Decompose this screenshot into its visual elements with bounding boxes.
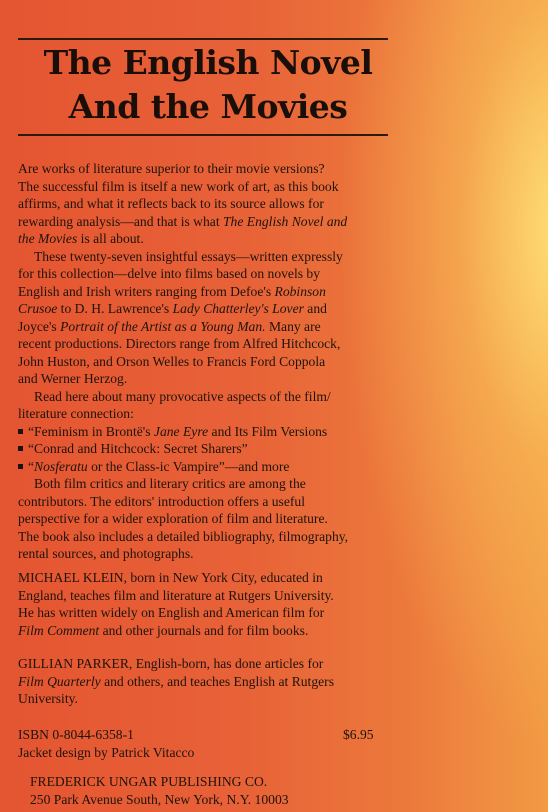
- bio-line: MICHAEL KLEIN, born in New York City, educated in: [18, 570, 323, 585]
- desc-line: The book also includes a detailed bibliography, filmography,: [18, 528, 349, 544]
- desc-line: Both film critics and literary critics are among the: [34, 476, 306, 491]
- bio-line: Film Quarterly and others, and teaches English at Rutgers: [18, 673, 334, 689]
- square-bullet-icon: [18, 429, 23, 434]
- desc-line: literature connection:: [18, 406, 134, 421]
- title-rule-bottom: [18, 134, 388, 136]
- desc-line: The successful film is itself a new work of art, as this book: [18, 178, 339, 194]
- book-title-line1: The English Novel: [43, 43, 373, 82]
- isbn: ISBN 0-8044-6358-1: [18, 727, 134, 742]
- desc-line: for this collection—delve into films based on novels by: [18, 266, 321, 281]
- bio-line: Film Comment and other journals and for film books.: [18, 622, 309, 638]
- jacket-credit: Jacket design by Patrick Vitacco: [18, 745, 195, 760]
- desc-line: rewarding analysis—and that is what The English Novel and: [18, 213, 348, 229]
- desc-line: John Huston, and Orson Welles to Francis Ford Coppola: [18, 353, 326, 369]
- essay-bullet: “Nosferatu or the Class-ic Vampire”—and more: [18, 458, 393, 476]
- bio-line: GILLIAN PARKER, English-born, has done articles for: [18, 656, 324, 671]
- bio-line: England, teaches film and literature at Rutgers University.: [18, 587, 334, 603]
- desc-line: and Werner Herzog.: [18, 371, 128, 386]
- book-title-italic: The English Novel and: [223, 213, 348, 229]
- publisher-name: FREDERICK UNGAR PUBLISHING CO.: [30, 774, 268, 789]
- author-bio-parker: [18, 655, 393, 708]
- desc-line: contributors. The editors' introduction offers a useful: [18, 493, 305, 509]
- title-rule-top: [18, 38, 388, 40]
- square-bullet-icon: [18, 464, 23, 469]
- desc-line: rental sources, and photographs.: [18, 546, 194, 561]
- essay-bullet: “Conrad and Hitchcock: Secret Sharers”: [18, 440, 393, 458]
- publisher-address: 250 Park Avenue South, New York, N.Y. 10003: [30, 792, 289, 807]
- description-block: [18, 160, 393, 563]
- desc-line: English and Irish writers ranging from Defoe's Robinson: [18, 283, 326, 299]
- essay-bullet: “Feminism in Brontë's Jane Eyre and Its Film Versions: [18, 423, 393, 441]
- bio-line: University.: [18, 691, 78, 706]
- desc-line: perspective for a wider exploration of film and literature.: [18, 511, 328, 526]
- author-bio-klein: [18, 569, 393, 639]
- desc-line: affirms, and what it reflects back to its source allows for: [18, 196, 324, 211]
- desc-line: Crusoe to D. H. Lawrence's Lady Chatterley's Lover and: [18, 301, 327, 316]
- desc-line: the Movies is all about.: [18, 231, 144, 246]
- desc-line: recent productions. Directors range from Alfred Hitchcock,: [18, 336, 341, 351]
- bio-line: He has written widely on English and American film for: [18, 605, 325, 620]
- desc-line: Joyce's Portrait of the Artist as a Young Man. Many are: [18, 318, 321, 334]
- desc-line: These twenty-seven insightful essays—written expressly: [34, 248, 343, 264]
- price: $6.95: [343, 727, 374, 742]
- square-bullet-icon: [18, 446, 23, 451]
- book-title-italic: the Movies: [18, 231, 78, 246]
- desc-line: Are works of literature superior to their movie versions?: [18, 161, 325, 176]
- desc-line: Read here about many provocative aspects of the film/: [34, 388, 331, 404]
- book-title-line2: And the Movies: [68, 87, 348, 126]
